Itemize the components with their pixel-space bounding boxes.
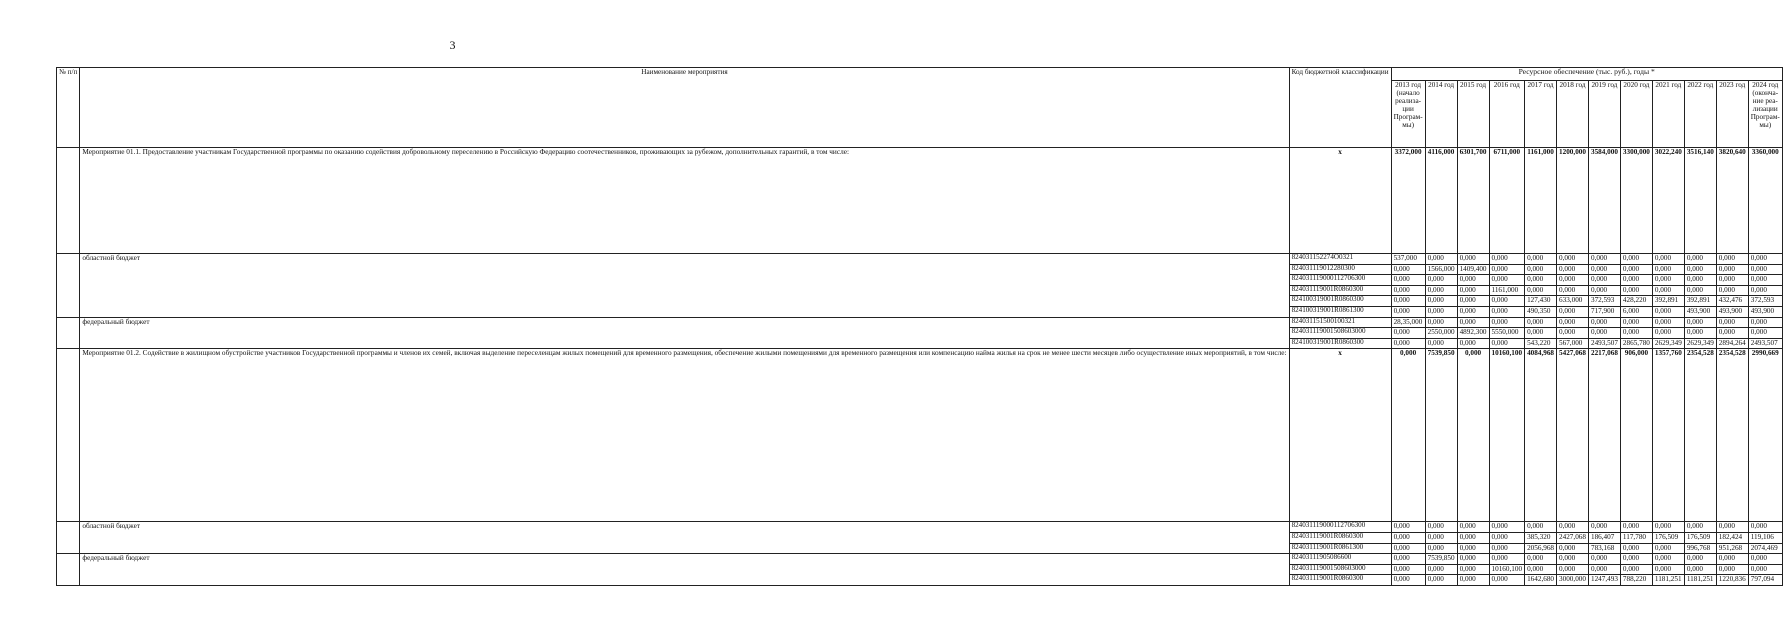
value-cell: 0,000 bbox=[1716, 275, 1748, 286]
value-cell: 0,000 bbox=[1489, 554, 1525, 565]
value-cell: 0,000 bbox=[1588, 275, 1620, 286]
value-cell: 2550,000 bbox=[1425, 328, 1457, 339]
value-cell: 0,000 bbox=[1525, 317, 1557, 328]
value-cell: 0,000 bbox=[1557, 543, 1589, 554]
value-cell: 0,000 bbox=[1588, 317, 1620, 328]
total-value: 5427,068 bbox=[1557, 349, 1589, 522]
value-cell: 0,000 bbox=[1652, 554, 1684, 565]
value-cell: 0,000 bbox=[1684, 264, 1716, 275]
value-cell: 633,000 bbox=[1557, 296, 1589, 307]
regional-budget-label: областной бюджет bbox=[80, 254, 1289, 318]
value-cell: 0,000 bbox=[1716, 522, 1748, 533]
header-year-2022: 2022 год bbox=[1684, 81, 1716, 148]
row-number-cell bbox=[57, 554, 80, 586]
budget-code: 824100319001R0860300 bbox=[1289, 338, 1391, 349]
value-cell: 0,000 bbox=[1425, 522, 1457, 533]
total-value: 6301,700 bbox=[1457, 148, 1489, 254]
header-code: Код бюджетной классификации bbox=[1289, 68, 1391, 148]
value-cell: 0,000 bbox=[1391, 543, 1425, 554]
value-cell: 0,000 bbox=[1557, 564, 1589, 575]
header-resource: Ресурсное обеспечение (тыс. руб.), годы * bbox=[1391, 68, 1782, 81]
value-cell: 543,220 bbox=[1525, 338, 1557, 349]
row-number-cell bbox=[57, 148, 80, 254]
value-cell: 1181,251 bbox=[1684, 575, 1716, 586]
value-cell: 0,000 bbox=[1489, 296, 1525, 307]
value-cell: 0,000 bbox=[1557, 522, 1589, 533]
total-value: 1161,000 bbox=[1525, 148, 1557, 254]
header-row-top bbox=[57, 68, 1783, 81]
header-year-2014: 2014 год bbox=[1425, 81, 1457, 148]
budget-code: 824100319001R0861300 bbox=[1289, 306, 1391, 317]
value-cell: 428,220 bbox=[1620, 296, 1652, 307]
value-cell: 0,000 bbox=[1457, 338, 1489, 349]
value-cell: 0,000 bbox=[1748, 328, 1782, 339]
value-cell: 0,000 bbox=[1525, 275, 1557, 286]
value-cell: 0,000 bbox=[1748, 264, 1782, 275]
value-cell: 996,768 bbox=[1684, 543, 1716, 554]
budget-code: 82403111905086600 bbox=[1289, 554, 1391, 565]
header-year-2015: 2015 год bbox=[1457, 81, 1489, 148]
value-cell: 0,000 bbox=[1457, 317, 1489, 328]
value-cell: 0,000 bbox=[1620, 254, 1652, 265]
value-cell: 372,593 bbox=[1588, 296, 1620, 307]
value-cell: 0,000 bbox=[1588, 564, 1620, 575]
value-cell: 0,000 bbox=[1391, 306, 1425, 317]
value-cell: 119,106 bbox=[1748, 532, 1782, 543]
header-year-2017: 2017 год bbox=[1525, 81, 1557, 148]
budget-code: 824031119001508603000 bbox=[1289, 328, 1391, 339]
value-cell: 0,000 bbox=[1489, 543, 1525, 554]
value-cell: 0,000 bbox=[1425, 543, 1457, 554]
value-cell: 0,000 bbox=[1525, 554, 1557, 565]
value-cell: 0,000 bbox=[1457, 532, 1489, 543]
value-cell: 0,000 bbox=[1391, 564, 1425, 575]
header-num: № п/п bbox=[57, 68, 80, 148]
budget-code: 824031151500100321 bbox=[1289, 317, 1391, 328]
total-value: 4116,000 bbox=[1425, 148, 1457, 254]
value-cell: 0,000 bbox=[1525, 328, 1557, 339]
value-cell: 0,000 bbox=[1716, 285, 1748, 296]
value-cell: 392,891 bbox=[1652, 296, 1684, 307]
value-cell: 0,000 bbox=[1489, 317, 1525, 328]
budget-code: 824031119012280300 bbox=[1289, 264, 1391, 275]
value-cell: 0,000 bbox=[1525, 254, 1557, 265]
value-cell: 0,000 bbox=[1425, 275, 1457, 286]
value-cell: 0,000 bbox=[1684, 254, 1716, 265]
total-value: 6711,000 bbox=[1489, 148, 1525, 254]
value-cell: 0,000 bbox=[1391, 285, 1425, 296]
header-year-2018: 2018 год bbox=[1557, 81, 1589, 148]
value-cell: 0,000 bbox=[1391, 296, 1425, 307]
value-cell: 0,000 bbox=[1457, 522, 1489, 533]
value-cell: 127,430 bbox=[1525, 296, 1557, 307]
measure-code: x bbox=[1289, 148, 1391, 254]
value-cell: 0,000 bbox=[1588, 328, 1620, 339]
value-cell: 392,891 bbox=[1684, 296, 1716, 307]
value-cell: 0,000 bbox=[1425, 564, 1457, 575]
value-cell: 1409,400 bbox=[1457, 264, 1489, 275]
value-cell: 0,000 bbox=[1716, 328, 1748, 339]
budget-code: 824031119001R0860300 bbox=[1289, 575, 1391, 586]
value-cell: 490,350 bbox=[1525, 306, 1557, 317]
value-cell: 0,000 bbox=[1489, 275, 1525, 286]
header-year-2024: 2024 год (оконча-ние реа-лизации Програм-мы) bbox=[1748, 81, 1782, 148]
regional-budget-label: областной бюджет bbox=[80, 522, 1289, 554]
total-value: 906,000 bbox=[1620, 349, 1652, 522]
value-cell: 1220,836 bbox=[1716, 575, 1748, 586]
value-cell: 0,000 bbox=[1652, 254, 1684, 265]
value-cell: 0,000 bbox=[1425, 532, 1457, 543]
value-cell: 0,000 bbox=[1652, 522, 1684, 533]
total-value: 3584,000 bbox=[1588, 148, 1620, 254]
value-cell: 3000,000 bbox=[1557, 575, 1589, 586]
value-cell: 0,000 bbox=[1716, 254, 1748, 265]
value-cell: 0,000 bbox=[1557, 306, 1589, 317]
value-cell: 0,000 bbox=[1652, 285, 1684, 296]
value-cell: 0,000 bbox=[1425, 338, 1457, 349]
total-value: 1200,000 bbox=[1557, 148, 1589, 254]
value-cell: 0,000 bbox=[1652, 264, 1684, 275]
value-cell: 0,000 bbox=[1684, 554, 1716, 565]
total-value: 3360,000 bbox=[1748, 148, 1782, 254]
value-cell: 0,000 bbox=[1425, 317, 1457, 328]
value-cell: 4892,300 bbox=[1457, 328, 1489, 339]
value-cell: 182,424 bbox=[1716, 532, 1748, 543]
value-cell: 0,000 bbox=[1425, 306, 1457, 317]
value-cell: 0,000 bbox=[1457, 296, 1489, 307]
value-cell: 0,000 bbox=[1457, 543, 1489, 554]
value-cell: 1161,000 bbox=[1489, 285, 1525, 296]
value-cell: 0,000 bbox=[1620, 275, 1652, 286]
value-cell: 1181,251 bbox=[1652, 575, 1684, 586]
total-value: 10160,100 bbox=[1489, 349, 1525, 522]
value-cell: 0,000 bbox=[1557, 254, 1589, 265]
value-cell: 0,000 bbox=[1716, 554, 1748, 565]
total-value: 3372,000 bbox=[1391, 148, 1425, 254]
budget-code: 824031119001R0861300 bbox=[1289, 543, 1391, 554]
header-year-2019: 2019 год bbox=[1588, 81, 1620, 148]
value-cell: 0,000 bbox=[1391, 338, 1425, 349]
table-row bbox=[57, 522, 1783, 533]
value-cell: 0,000 bbox=[1716, 564, 1748, 575]
value-cell: 0,000 bbox=[1489, 264, 1525, 275]
value-cell: 0,000 bbox=[1489, 306, 1525, 317]
measure-title: Мероприятие 01.2. Содействие в жилищном обустройстве участников Государственной программы и членов их семей, включая выделение переселенцам жилых помещений для временного размещения, обеспечение жилыми помещениями для временного размещения или компенсацию найма жилья на срок не менее шести месяцев либо осуществление иных мероприятий, в том числе: bbox=[80, 349, 1289, 522]
value-cell: 0,000 bbox=[1684, 564, 1716, 575]
value-cell: 6,000 bbox=[1620, 306, 1652, 317]
value-cell: 385,320 bbox=[1525, 532, 1557, 543]
total-value: 2990,669 bbox=[1748, 349, 1782, 522]
value-cell: 117,780 bbox=[1620, 532, 1652, 543]
value-cell: 0,000 bbox=[1391, 575, 1425, 586]
budget-code: 824031119000112706300 bbox=[1289, 275, 1391, 286]
value-cell: 0,000 bbox=[1620, 543, 1652, 554]
value-cell: 0,000 bbox=[1652, 328, 1684, 339]
value-cell: 0,000 bbox=[1391, 328, 1425, 339]
table-row bbox=[57, 554, 1783, 565]
federal-budget-label: федеральный бюджет bbox=[80, 554, 1289, 586]
budget-code: 824031119001508603000 bbox=[1289, 564, 1391, 575]
value-cell: 1642,680 bbox=[1525, 575, 1557, 586]
header-year-2020: 2020 год bbox=[1620, 81, 1652, 148]
header-name: Наименование мероприятия bbox=[80, 68, 1289, 148]
value-cell: 0,000 bbox=[1457, 306, 1489, 317]
value-cell: 0,000 bbox=[1684, 522, 1716, 533]
value-cell: 0,000 bbox=[1391, 522, 1425, 533]
header-year-2023: 2023 год bbox=[1716, 81, 1748, 148]
row-number-cell bbox=[57, 317, 80, 349]
value-cell: 0,000 bbox=[1489, 338, 1525, 349]
value-cell: 0,000 bbox=[1557, 275, 1589, 286]
value-cell: 493,900 bbox=[1684, 306, 1716, 317]
value-cell: 0,000 bbox=[1525, 522, 1557, 533]
value-cell: 2493,507 bbox=[1748, 338, 1782, 349]
value-cell: 0,000 bbox=[1748, 522, 1782, 533]
value-cell: 0,000 bbox=[1557, 328, 1589, 339]
value-cell: 2056,968 bbox=[1525, 543, 1557, 554]
total-value: 2217,068 bbox=[1588, 349, 1620, 522]
value-cell: 0,000 bbox=[1748, 564, 1782, 575]
value-cell: 0,000 bbox=[1391, 264, 1425, 275]
value-cell: 0,000 bbox=[1391, 275, 1425, 286]
value-cell: 2629,349 bbox=[1652, 338, 1684, 349]
value-cell: 0,000 bbox=[1489, 532, 1525, 543]
value-cell: 2865,780 bbox=[1620, 338, 1652, 349]
value-cell: 951,268 bbox=[1716, 543, 1748, 554]
value-cell: 537,000 bbox=[1391, 254, 1425, 265]
value-cell: 0,000 bbox=[1620, 522, 1652, 533]
value-cell: 0,000 bbox=[1684, 275, 1716, 286]
value-cell: 0,000 bbox=[1716, 264, 1748, 275]
total-value: 7539,850 bbox=[1425, 349, 1457, 522]
value-cell: 797,094 bbox=[1748, 575, 1782, 586]
value-cell: 0,000 bbox=[1588, 554, 1620, 565]
budget-code: 824031119000112706300 bbox=[1289, 522, 1391, 533]
value-cell: 0,000 bbox=[1457, 575, 1489, 586]
total-value: 2354,528 bbox=[1716, 349, 1748, 522]
header-year-2016: 2016 год bbox=[1489, 81, 1525, 148]
value-cell: 10160,100 bbox=[1489, 564, 1525, 575]
value-cell: 493,900 bbox=[1716, 306, 1748, 317]
value-cell: 2427,068 bbox=[1557, 532, 1589, 543]
value-cell: 0,000 bbox=[1652, 564, 1684, 575]
value-cell: 2629,349 bbox=[1684, 338, 1716, 349]
total-value: 0,000 bbox=[1391, 349, 1425, 522]
value-cell: 0,000 bbox=[1525, 264, 1557, 275]
value-cell: 0,000 bbox=[1748, 317, 1782, 328]
row-number-cell bbox=[57, 522, 80, 554]
value-cell: 28,35,000 bbox=[1391, 317, 1425, 328]
value-cell: 0,000 bbox=[1748, 275, 1782, 286]
budget-code: 824031152274О0321 bbox=[1289, 254, 1391, 265]
measure-summary-row bbox=[57, 349, 1783, 522]
total-value: 3300,000 bbox=[1620, 148, 1652, 254]
value-cell: 0,000 bbox=[1425, 296, 1457, 307]
value-cell: 0,000 bbox=[1425, 285, 1457, 296]
row-number-cell bbox=[57, 254, 80, 318]
value-cell: 0,000 bbox=[1391, 532, 1425, 543]
value-cell: 0,000 bbox=[1489, 254, 1525, 265]
value-cell: 0,000 bbox=[1489, 522, 1525, 533]
value-cell: 2493,507 bbox=[1588, 338, 1620, 349]
value-cell: 186,407 bbox=[1588, 532, 1620, 543]
value-cell: 0,000 bbox=[1684, 328, 1716, 339]
value-cell: 0,000 bbox=[1457, 254, 1489, 265]
value-cell: 0,000 bbox=[1588, 285, 1620, 296]
value-cell: 0,000 bbox=[1652, 275, 1684, 286]
value-cell: 0,000 bbox=[1557, 285, 1589, 296]
value-cell: 0,000 bbox=[1716, 317, 1748, 328]
row-number-cell bbox=[57, 349, 80, 522]
value-cell: 2894,264 bbox=[1716, 338, 1748, 349]
value-cell: 0,000 bbox=[1588, 254, 1620, 265]
value-cell: 717,900 bbox=[1588, 306, 1620, 317]
value-cell: 7539,850 bbox=[1425, 554, 1457, 565]
value-cell: 0,000 bbox=[1620, 564, 1652, 575]
table-row bbox=[57, 254, 1783, 265]
value-cell: 0,000 bbox=[1525, 564, 1557, 575]
page-number: 3 bbox=[449, 38, 456, 52]
budget-code: 824100319001R0860300 bbox=[1289, 296, 1391, 307]
value-cell: 0,000 bbox=[1652, 306, 1684, 317]
total-value: 3022,240 bbox=[1652, 148, 1684, 254]
value-cell: 0,000 bbox=[1620, 328, 1652, 339]
value-cell: 176,509 bbox=[1652, 532, 1684, 543]
value-cell: 493,900 bbox=[1748, 306, 1782, 317]
value-cell: 0,000 bbox=[1684, 285, 1716, 296]
value-cell: 1566,000 bbox=[1425, 264, 1457, 275]
value-cell: 0,000 bbox=[1588, 264, 1620, 275]
total-value: 0,000 bbox=[1457, 349, 1489, 522]
value-cell: 0,000 bbox=[1557, 317, 1589, 328]
value-cell: 0,000 bbox=[1457, 554, 1489, 565]
value-cell: 0,000 bbox=[1557, 554, 1589, 565]
value-cell: 432,476 bbox=[1716, 296, 1748, 307]
value-cell: 0,000 bbox=[1620, 264, 1652, 275]
value-cell: 0,000 bbox=[1457, 275, 1489, 286]
value-cell: 0,000 bbox=[1748, 554, 1782, 565]
value-cell: 567,000 bbox=[1557, 338, 1589, 349]
value-cell: 788,220 bbox=[1620, 575, 1652, 586]
value-cell: 1247,493 bbox=[1588, 575, 1620, 586]
total-value: 3516,140 bbox=[1684, 148, 1716, 254]
measure-title: Мероприятие 01.1. Предоставление участникам Государственной программы по оказанию содействия добровольному переселению в Российскую Федерацию соотечественников, проживающих за рубежом, дополнительных гарантий, в том числе: bbox=[80, 148, 1289, 254]
value-cell: 0,000 bbox=[1652, 317, 1684, 328]
budget-code: 824031119001R0860300 bbox=[1289, 285, 1391, 296]
value-cell: 0,000 bbox=[1489, 575, 1525, 586]
value-cell: 0,000 bbox=[1391, 554, 1425, 565]
federal-budget-label: федеральный бюджет bbox=[80, 317, 1289, 349]
value-cell: 0,000 bbox=[1588, 522, 1620, 533]
measure-code: x bbox=[1289, 349, 1391, 522]
value-cell: 0,000 bbox=[1457, 564, 1489, 575]
value-cell: 0,000 bbox=[1652, 543, 1684, 554]
total-value: 3820,640 bbox=[1716, 148, 1748, 254]
header-year-2013: 2013 год (начало реализа-ции Програм-мы) bbox=[1391, 81, 1425, 148]
value-cell: 0,000 bbox=[1457, 285, 1489, 296]
value-cell: 5550,000 bbox=[1489, 328, 1525, 339]
value-cell: 0,000 bbox=[1557, 264, 1589, 275]
table-row bbox=[57, 317, 1783, 328]
resource-table bbox=[56, 67, 1783, 586]
total-value: 2354,528 bbox=[1684, 349, 1716, 522]
value-cell: 0,000 bbox=[1620, 317, 1652, 328]
measure-summary-row bbox=[57, 148, 1783, 254]
value-cell: 0,000 bbox=[1748, 254, 1782, 265]
budget-code: 824031119001R0860300 bbox=[1289, 532, 1391, 543]
total-value: 1357,760 bbox=[1652, 349, 1684, 522]
value-cell: 372,593 bbox=[1748, 296, 1782, 307]
value-cell: 0,000 bbox=[1425, 575, 1457, 586]
value-cell: 0,000 bbox=[1620, 554, 1652, 565]
value-cell: 0,000 bbox=[1425, 254, 1457, 265]
value-cell: 176,509 bbox=[1684, 532, 1716, 543]
header-year-2021: 2021 год bbox=[1652, 81, 1684, 148]
value-cell: 0,000 bbox=[1620, 285, 1652, 296]
value-cell: 0,000 bbox=[1525, 285, 1557, 296]
total-value: 4084,968 bbox=[1525, 349, 1557, 522]
value-cell: 783,168 bbox=[1588, 543, 1620, 554]
value-cell: 0,000 bbox=[1748, 285, 1782, 296]
value-cell: 2074,469 bbox=[1748, 543, 1782, 554]
value-cell: 0,000 bbox=[1684, 317, 1716, 328]
